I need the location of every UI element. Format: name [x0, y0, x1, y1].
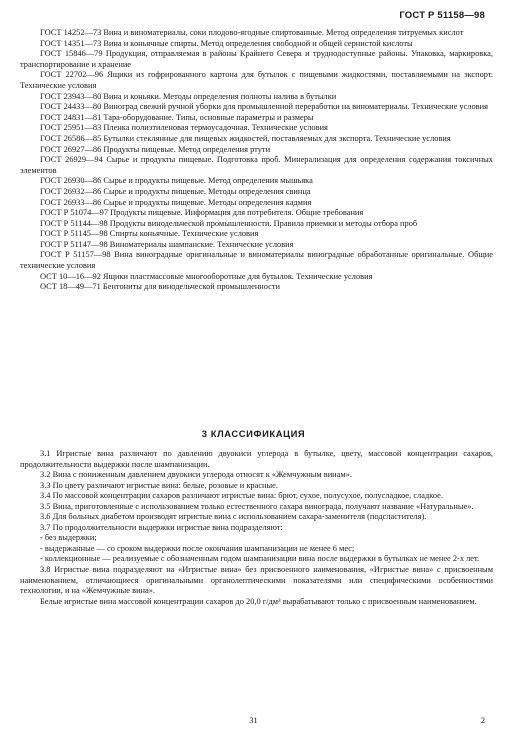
reference-item: ГОСТ 14252—73 Вина и виноматериалы, соки плодово-ягодные спиртованные. Метод определения титруемых кислот: [40, 28, 464, 37]
page-number-secondary: 2: [480, 716, 485, 725]
reference-item: ГОСТ Р 51157—98 Вина виноградные оригинальные и виноматериалы виноградные обработанные оригинальные. Общие технические условия: [20, 250, 493, 271]
reference-item: ОСТ 10—16—92 Ящики пластмассовые многооборотные для бутылок. Технические условия: [40, 271, 373, 281]
reference-item: ГОСТ 15846—79 Продукция, отправляемая в районы Крайнего Севера и труднодоступные районы. Упаковка, маркировка, транспортирование и хранение: [20, 49, 493, 69]
list-item: - без выдержки;: [40, 533, 97, 543]
paragraph: 3.3 По цвету различают игристые вина: белые, розовые и красные.: [40, 480, 278, 490]
reference-item: ОСТ 18—49—71 Бентониты для винодельческой промышленности: [40, 282, 281, 292]
paragraph: 3.7 По продолжительности выдержки игристые вина подразделяют:: [40, 522, 283, 532]
normative-references-list: [20, 28, 493, 293]
reference-item: ГОСТ 23943—80 Вина и коньяки. Методы определения полноты налива в бутылки: [40, 91, 337, 101]
paragraph: 3.6 Для больных диабетом производят игристые вина с использованием сахара-заменителя (подсластителя).: [40, 512, 427, 522]
list-item: - выдержанные — со сроком выдержки после окончания шампанизации не менее 6 мес;: [40, 543, 355, 553]
document-header: ГОСТ Р 51158—98: [399, 10, 485, 21]
list-item: - коллекционные — реализуемые с обозначенным годом шампанизации вина после выдержки в бутылках не менее 2-х лет.: [40, 554, 480, 564]
paragraph: 3.4 По массовой концентрации сахаров различают игристые вина: брют, сухое, полусухое, полусладкое, сладкое.: [40, 491, 443, 501]
reference-item: ГОСТ 26933—86 Сырье и продукты пищевые. Методы определения кадмия: [40, 197, 312, 207]
reference-item: ГОСТ 26932—86 Сырье и продукты пищевые. Методы определения свинца: [40, 186, 311, 196]
reference-item: ГОСТ 14351—73 Вина и коньячные спирты. Метод определения свободной и общей сернистой кислоты: [40, 38, 413, 48]
reference-item: ГОСТ 26929—94 Сырье и продукты пищевые. Подготовка проб. Минерализация для определения содержания токсичных элементов: [20, 155, 493, 175]
reference-item: ГОСТ 26586—85 Бутылки стеклянные для пищевых жидкостей, поставляемых для экспорта. Технические условия: [40, 133, 451, 143]
paragraph: 3.2 Вина с пониженным давлением двуокиси углерода относят к «Жемчужным винам».: [40, 470, 352, 480]
reference-item: ГОСТ 25951—83 Пленка полиэтиленовая термоусадочная. Технические условия: [40, 123, 328, 133]
reference-item: ГОСТ Р 51145—98 Спирты коньячные. Технические условия: [40, 229, 259, 239]
paragraph: 3.1 Игристые вина различают по давлению двуокиси углерода в бутылке, цвету, массовой концентрации сахаров, продолжительности выдержки после шампанизации.: [20, 449, 493, 469]
reference-item: ГОСТ Р 51074—97 Продукты пищевые. Информация для потребителя. Общие требования: [40, 208, 364, 218]
reference-item: ГОСТ 24831—81 Тара-оборудование. Типы, основные параметры и размеры: [40, 112, 314, 122]
reference-item: ГОСТ 22702—96 Ящики из гофрированного картона для бутылок с пищевыми жидкостями, поставляемыми на экспорт. Технические условия: [20, 70, 493, 90]
reference-item: ГОСТ 26930—86 Сырье и продукты пищевые. Метод определения мышьяка: [40, 176, 313, 186]
paragraph: 3.5 Вина, приготовленные с использованием только естественного сахара винограда, получают название «Натуральные».: [40, 501, 474, 511]
classification-section: [20, 449, 493, 607]
reference-item: ГОСТ 24433—80 Виноград свежий ручной уборки для промышленной переработки на виноматериалы. Технические условия: [40, 102, 488, 112]
reference-item: ГОСТ 26927—86 Продукты пищевые. Метод определения ртути: [40, 144, 271, 154]
paragraph: 3.8 Игристые вина подразделяют на «Игристые вина» без присвоенного наименования, «Игристые вина» с присвоенным наименованием, отличающиеся оригинальными органолептическими показателями или специфическими особенностями технологии, и на «Жемчужные вина».: [20, 565, 493, 596]
paragraph: Белые игристые вина массовой концентрации сахаров до 20,0 г/дм³ вырабатывают только с присвоенным наименованием.: [40, 596, 477, 606]
page-number: 31: [249, 716, 258, 725]
reference-item: ГОСТ Р 51144—98 Продукты винодельческой промышленности. Правила приемки и методы отбора проб: [40, 218, 418, 228]
section-title: 3 КЛАССИФИКАЦИЯ: [201, 428, 306, 439]
reference-item: ГОСТ Р 51147—98 Виноматериалы шампанские. Технические условия: [40, 239, 294, 249]
